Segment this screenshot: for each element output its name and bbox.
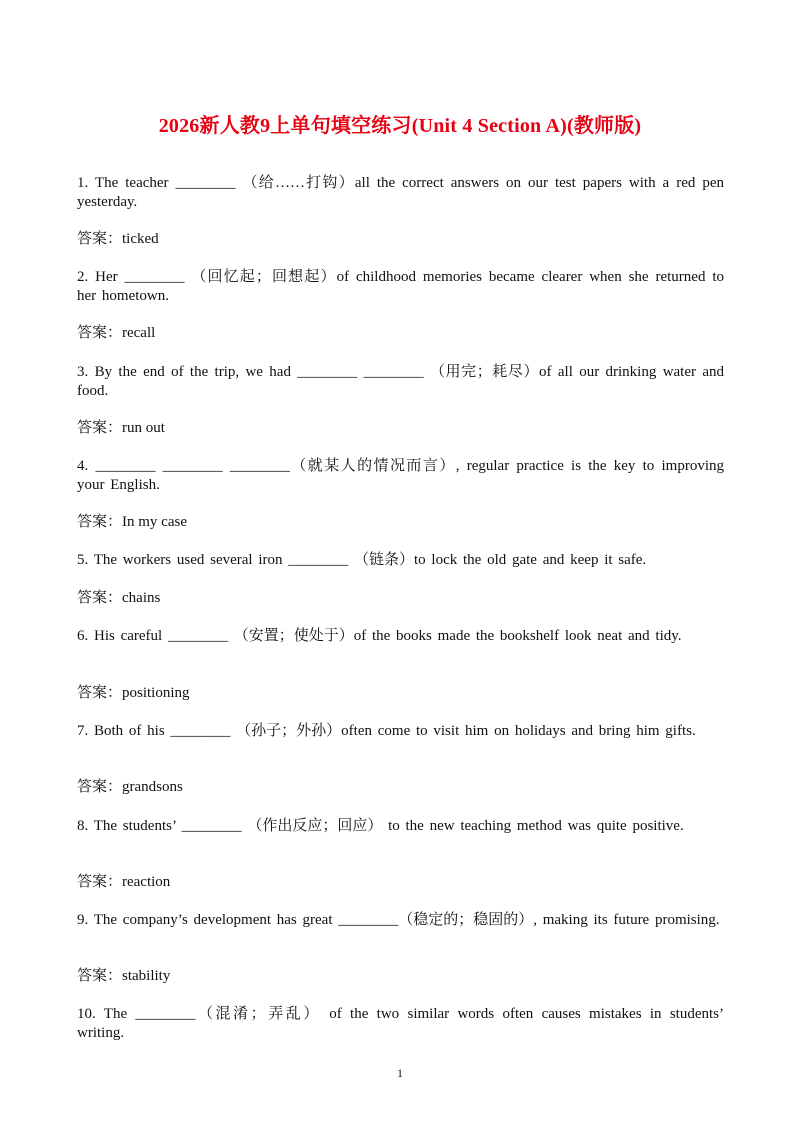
answer-item-1 — [77, 230, 724, 249]
answer-text: 答案：run out — [77, 420, 165, 436]
question-text: 6. His careful ________ （安置；使处于）of the books made the bookshelf look neat and tidy. — [77, 628, 682, 644]
question-text: 4. ________ ________ ________（就某人的情况而言）, regular practice is the key to improving your English. — [77, 458, 724, 493]
question-item-4 — [77, 457, 724, 495]
answer-text: 答案：In my case — [77, 514, 187, 530]
document-title: 2026新人教9上单句填空练习(Unit 4 Section A)(教师版) — [158, 115, 642, 137]
question-item-10 — [77, 1005, 724, 1043]
answer-item-6 — [77, 684, 724, 703]
answer-item-3 — [77, 419, 724, 438]
question-item-5 — [77, 551, 724, 570]
question-item-7 — [77, 722, 724, 741]
question-text: 10. The ________（混淆；弄乱） of the two similar words often causes mistakes in students’ writing. — [77, 1006, 724, 1041]
question-item-9 — [77, 911, 724, 930]
question-text: 8. The students’ ________ （作出反应；回应） to the new teaching method was quite positive. — [77, 818, 684, 834]
answer-text: 答案：stability — [77, 968, 171, 984]
answer-item-9 — [77, 967, 724, 986]
question-text: 1. The teacher ________ （给……打钩）all the correct answers on our test papers with a red pen yesterday. — [77, 175, 724, 210]
answer-item-5 — [77, 589, 724, 608]
answer-text: 答案：grandsons — [77, 779, 183, 795]
answer-item-7 — [77, 778, 724, 797]
answer-item-4 — [77, 513, 724, 532]
question-text: 7. Both of his ________ （孙子；外孙）often come to visit him on holidays and bring him gifts. — [77, 723, 696, 739]
question-text: 9. The company’s development has great ________（稳定的；稳固的）, making its future promising. — [77, 912, 720, 928]
answer-text: 答案：positioning — [77, 685, 190, 701]
page-number: 1 — [397, 1066, 403, 1080]
question-text: 2. Her ________ （回忆起；回想起）of childhood memories became clearer when she returned to her hometown. — [77, 269, 724, 304]
answer-item-2 — [77, 324, 724, 343]
answer-text: 答案：recall — [77, 325, 156, 341]
question-item-3 — [77, 363, 724, 401]
answer-text: 答案：ticked — [77, 231, 159, 247]
question-item-1 — [77, 174, 724, 212]
question-text: 5. The workers used several iron ________ （链条）to lock the old gate and keep it safe. — [77, 552, 647, 568]
answer-text: 答案：reaction — [77, 874, 171, 890]
question-text: 3. By the end of the trip, we had ________ ________ （用完；耗尽）of all our drinking water and food. — [77, 364, 724, 399]
answer-text: 答案：chains — [77, 590, 161, 606]
question-item-6 — [77, 627, 724, 646]
question-item-8 — [77, 817, 724, 836]
answer-item-8 — [77, 873, 724, 892]
question-item-2 — [77, 268, 724, 306]
